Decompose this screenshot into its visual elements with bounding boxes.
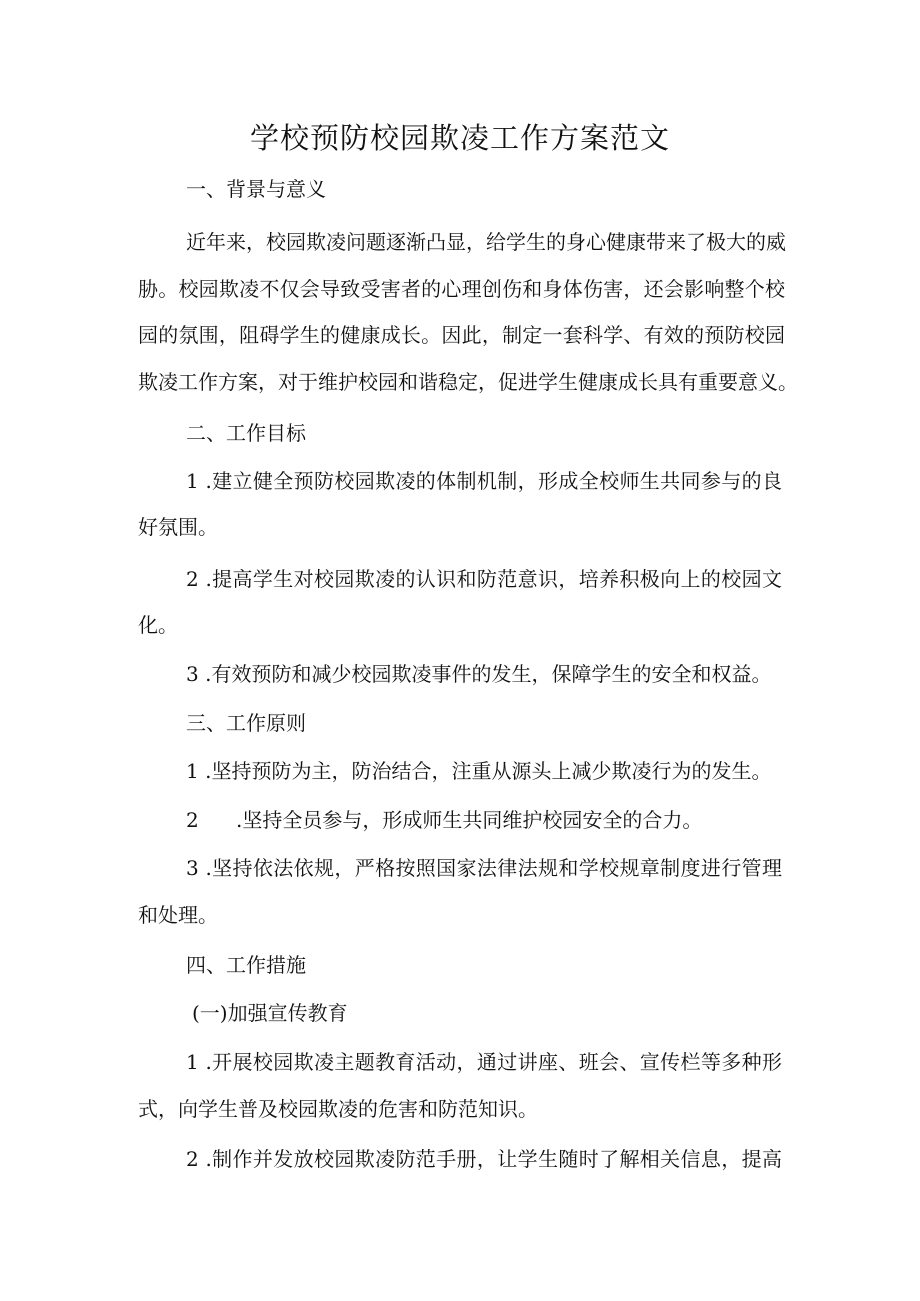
paragraph-line: 欺凌工作方案，对于维护校园和谐稳定，促进学生健康成长具有重要意义。 bbox=[138, 370, 798, 394]
list-item-line: 1 .开展校园欺凌主题教育活动，通过讲座、班会、宣传栏等多种形 bbox=[186, 1050, 782, 1074]
section-heading-background: 一、背景与意义 bbox=[186, 177, 326, 201]
paragraph-line: 近年来，校园欺凌问题逐渐凸显，给学生的身心健康带来了极大的威 bbox=[186, 230, 786, 254]
list-item-line: 和处理。 bbox=[138, 903, 218, 927]
list-item-line: 2 .制作并发放校园欺凌防范手册，让学生随时了解相关信息，提高 bbox=[186, 1147, 782, 1171]
list-item-line: 化。 bbox=[138, 613, 178, 637]
section-heading-goals: 二、工作目标 bbox=[186, 421, 306, 445]
subsection-heading: (一)加强宣传教育 bbox=[192, 1001, 348, 1025]
list-item-line: 3 .坚持依法依规，严格按照国家法律法规和学校规章制度进行管理 bbox=[186, 856, 782, 880]
paragraph-line: 园的氛围，阻碍学生的健康成长。因此，制定一套科学、有效的预防校园 bbox=[138, 323, 785, 347]
section-heading-measures: 四、工作措施 bbox=[186, 953, 306, 977]
list-item-line: 2 .提高学生对校园欺凌的认识和防范意识，培养积极向上的校园文 bbox=[186, 567, 782, 591]
list-item-line: 好氛围。 bbox=[138, 515, 218, 539]
list-item-number: 2 bbox=[186, 808, 199, 832]
paragraph-line: 胁。校园欺凌不仅会导致受害者的心理创伤和身体伤害，还会影响整个校 bbox=[138, 277, 785, 301]
list-item-line: 3 .有效预防和减少校园欺凌事件的发生，保障学生的安全和权益。 bbox=[186, 662, 772, 686]
list-item-line: 式，向学生普及校园欺凌的危害和防范知识。 bbox=[138, 1097, 538, 1121]
section-heading-principles: 三、工作原则 bbox=[186, 711, 306, 735]
list-item-line: .坚持全员参与，形成师生共同维护校园安全的合力。 bbox=[236, 808, 703, 832]
list-item-line: 1 .坚持预防为主，防治结合，注重从源头上减少欺凌行为的发生。 bbox=[186, 759, 772, 783]
document-title: 学校预防校园欺凌工作方案范文 bbox=[249, 121, 670, 155]
list-item-line: 1 .建立健全预防校园欺凌的体制机制，形成全校师生共同参与的良 bbox=[186, 469, 782, 493]
